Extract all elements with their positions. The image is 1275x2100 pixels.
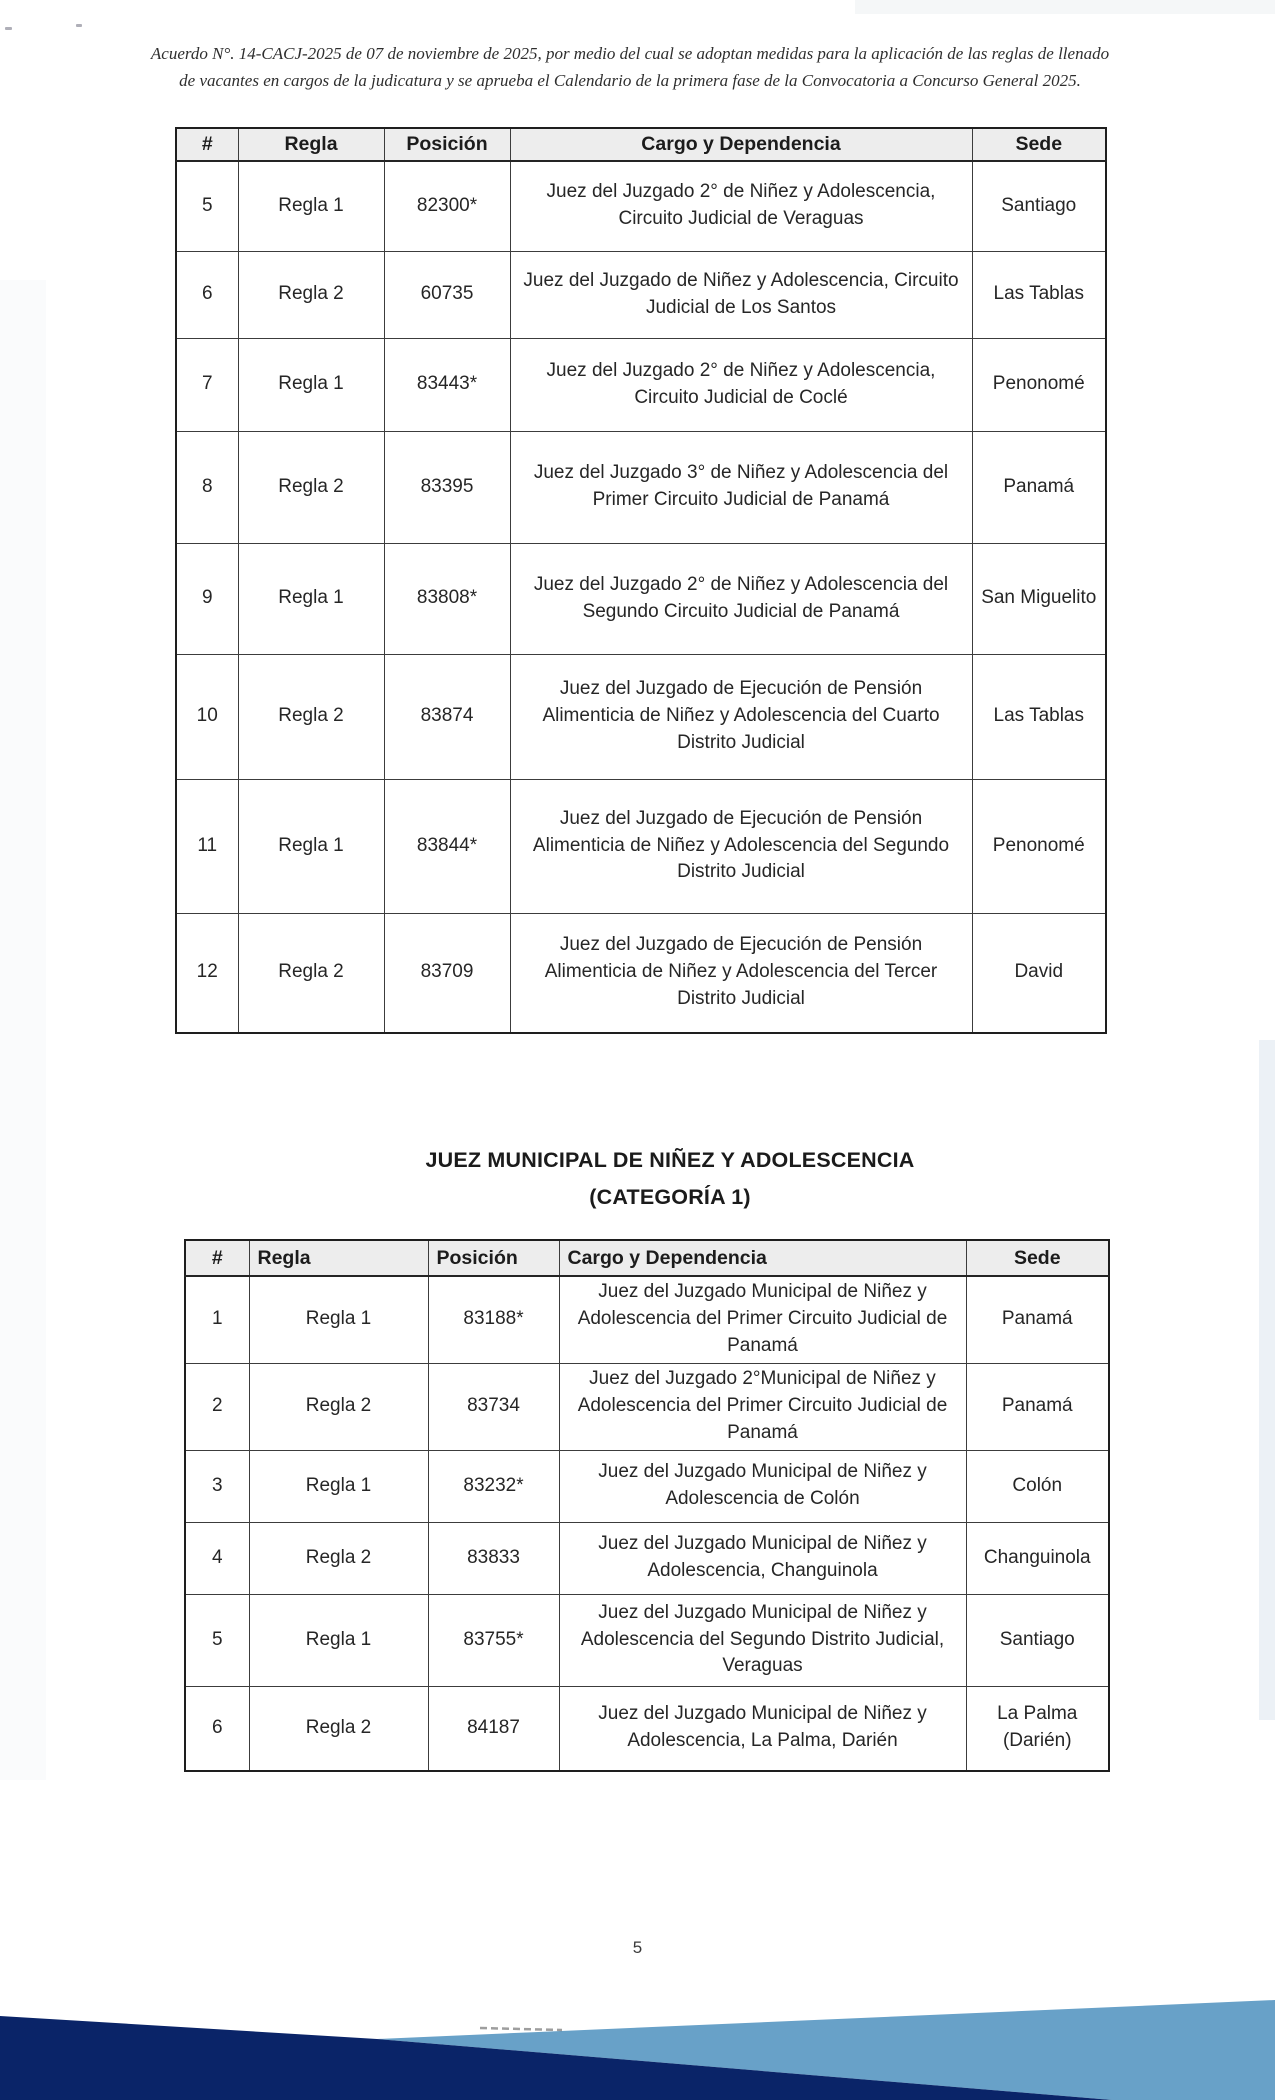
cell-num: 12 [176,913,238,1033]
cell-regla: Regla 2 [238,654,384,779]
cell-posicion: 60735 [384,251,510,338]
cell-num: 9 [176,543,238,654]
header-num: # [185,1240,249,1276]
table-row [176,251,1106,338]
table-row [185,1450,1109,1522]
table-row [176,654,1106,779]
cell-sede: Penonomé [972,779,1106,913]
header-num: # [176,128,238,161]
cell-regla: Regla 2 [238,431,384,543]
cell-num: 2 [185,1363,249,1450]
cell-regla: Regla 1 [238,338,384,431]
cell-sede: Las Tablas [972,654,1106,779]
table-row [185,1686,1109,1771]
scan-artifact-band [0,280,46,1780]
table-row [185,1363,1109,1450]
cell-num: 6 [176,251,238,338]
cell-sede: Penonomé [972,338,1106,431]
cell-num: 8 [176,431,238,543]
cell-posicion: 83188* [428,1276,559,1363]
document-citation [100,40,1160,94]
cell-sede: David [972,913,1106,1033]
cell-num: 7 [176,338,238,431]
cell-num: 10 [176,654,238,779]
cell-regla: Regla 1 [238,543,384,654]
table-row [176,431,1106,543]
cell-num: 11 [176,779,238,913]
cell-num: 3 [185,1450,249,1522]
citation-line-1: Acuerdo N°. 14-CACJ-2025 de 07 de noviembre de 2025, por medio del cual se adoptan medidas para la aplicación de las reglas de llenado [150,44,1110,63]
cell-posicion: 83395 [384,431,510,543]
scan-speck [5,27,12,30]
table-row [176,161,1106,251]
cell-cargo: Juez del Juzgado Municipal de Niñez y Adolescencia, La Palma, Darién [559,1686,966,1771]
cell-cargo: Juez del Juzgado Municipal de Niñez y Adolescencia de Colón [559,1450,966,1522]
cell-posicion: 82300* [384,161,510,251]
cell-num: 1 [185,1276,249,1363]
cell-num: 6 [185,1686,249,1771]
footer-scan-dash-artifact [480,2028,562,2030]
scan-speck [76,24,82,27]
cell-cargo: Juez del Juzgado Municipal de Niñez y Adolescencia del Segundo Distrito Judicial, Veraguas [559,1594,966,1686]
cell-cargo: Juez del Juzgado 2° de Niñez y Adolescencia del Segundo Circuito Judicial de Panamá [510,543,972,654]
cell-regla: Regla 2 [238,913,384,1033]
cell-regla: Regla 1 [249,1594,428,1686]
header-regla: Regla [249,1240,428,1276]
header-regla: Regla [238,128,384,161]
cell-posicion: 83443* [384,338,510,431]
cell-sede: Colón [966,1450,1109,1522]
cell-regla: Regla 2 [238,251,384,338]
cell-posicion: 83232* [428,1450,559,1522]
cell-regla: Regla 1 [238,779,384,913]
table-juez-municipal [184,1239,1110,1772]
cell-sede: Santiago [972,161,1106,251]
header-cargo: Cargo y Dependencia [559,1240,966,1276]
cell-posicion: 83874 [384,654,510,779]
table-row [176,338,1106,431]
table-row [176,913,1106,1033]
header-posicion: Posición [428,1240,559,1276]
section-title-line-1: JUEZ MUNICIPAL DE NIÑEZ Y ADOLESCENCIA [425,1148,915,1172]
scan-artifact-band [855,0,1275,14]
header-sede: Sede [966,1240,1109,1276]
cell-regla: Regla 2 [249,1363,428,1450]
cell-cargo: Juez del Juzgado de Niñez y Adolescencia, Circuito Judicial de Los Santos [510,251,972,338]
cell-cargo: Juez del Juzgado 2°Municipal de Niñez y Adolescencia del Primer Circuito Judicial de Panamá [559,1363,966,1450]
cell-sede: Panamá [966,1363,1109,1450]
table-header [176,128,1106,161]
cell-regla: Regla 1 [238,161,384,251]
cell-cargo: Juez del Juzgado 3° de Niñez y Adolescencia del Primer Circuito Judicial de Panamá [510,431,972,543]
cell-sede: Las Tablas [972,251,1106,338]
table-row [176,543,1106,654]
cell-sede: La Palma (Darién) [966,1686,1109,1771]
cell-sede: San Miguelito [972,543,1106,654]
cell-regla: Regla 1 [249,1450,428,1522]
cell-regla: Regla 2 [249,1522,428,1594]
cell-cargo: Juez del Juzgado de Ejecución de Pensión Alimenticia de Niñez y Adolescencia del Cuarto Distrito Judicial [510,654,972,779]
cell-regla: Regla 2 [249,1686,428,1771]
header-sede: Sede [972,128,1106,161]
cell-num: 4 [185,1522,249,1594]
section-title-line-2: (CATEGORÍA 1) [589,1185,751,1209]
scan-artifact-band [1259,1040,1275,1720]
table-row [185,1276,1109,1363]
cell-posicion: 83844* [384,779,510,913]
cell-cargo: Juez del Juzgado Municipal de Niñez y Adolescencia del Primer Circuito Judicial de Panamá [559,1276,966,1363]
cell-posicion: 83808* [384,543,510,654]
cell-posicion: 83755* [428,1594,559,1686]
table-row [176,779,1106,913]
footer-wave-decoration [0,1980,1275,2100]
cell-posicion: 83833 [428,1522,559,1594]
citation-line-2: de vacantes en cargos de la judicatura y se aprueba el Calendario de la primera fase de la Convocatoria a Concurso General 2025. [179,71,1081,90]
cell-regla: Regla 1 [249,1276,428,1363]
cell-sede: Changuinola [966,1522,1109,1594]
cell-posicion: 84187 [428,1686,559,1771]
cell-sede: Santiago [966,1594,1109,1686]
header-posicion: Posición [384,128,510,161]
header-cargo: Cargo y Dependencia [510,128,972,161]
cell-sede: Panamá [972,431,1106,543]
cell-cargo: Juez del Juzgado 2° de Niñez y Adolescencia, Circuito Judicial de Coclé [510,338,972,431]
table-header [185,1240,1109,1276]
cell-posicion: 83734 [428,1363,559,1450]
cell-num: 5 [176,161,238,251]
table-row [185,1594,1109,1686]
cell-sede: Panamá [966,1276,1109,1363]
cell-cargo: Juez del Juzgado Municipal de Niñez y Adolescencia, Changuinola [559,1522,966,1594]
cell-posicion: 83709 [384,913,510,1033]
cell-num: 5 [185,1594,249,1686]
table-row [185,1522,1109,1594]
section-title [195,1142,1145,1216]
cell-cargo: Juez del Juzgado de Ejecución de Pensión Alimenticia de Niñez y Adolescencia del Segundo Distrito Judicial [510,779,972,913]
cell-cargo: Juez del Juzgado 2° de Niñez y Adolescencia, Circuito Judicial de Veraguas [510,161,972,251]
cell-cargo: Juez del Juzgado de Ejecución de Pensión Alimenticia de Niñez y Adolescencia del Tercer Distrito Judicial [510,913,972,1033]
page-number: 5 [632,1938,643,1957]
table-juez-circuito [175,127,1107,1034]
